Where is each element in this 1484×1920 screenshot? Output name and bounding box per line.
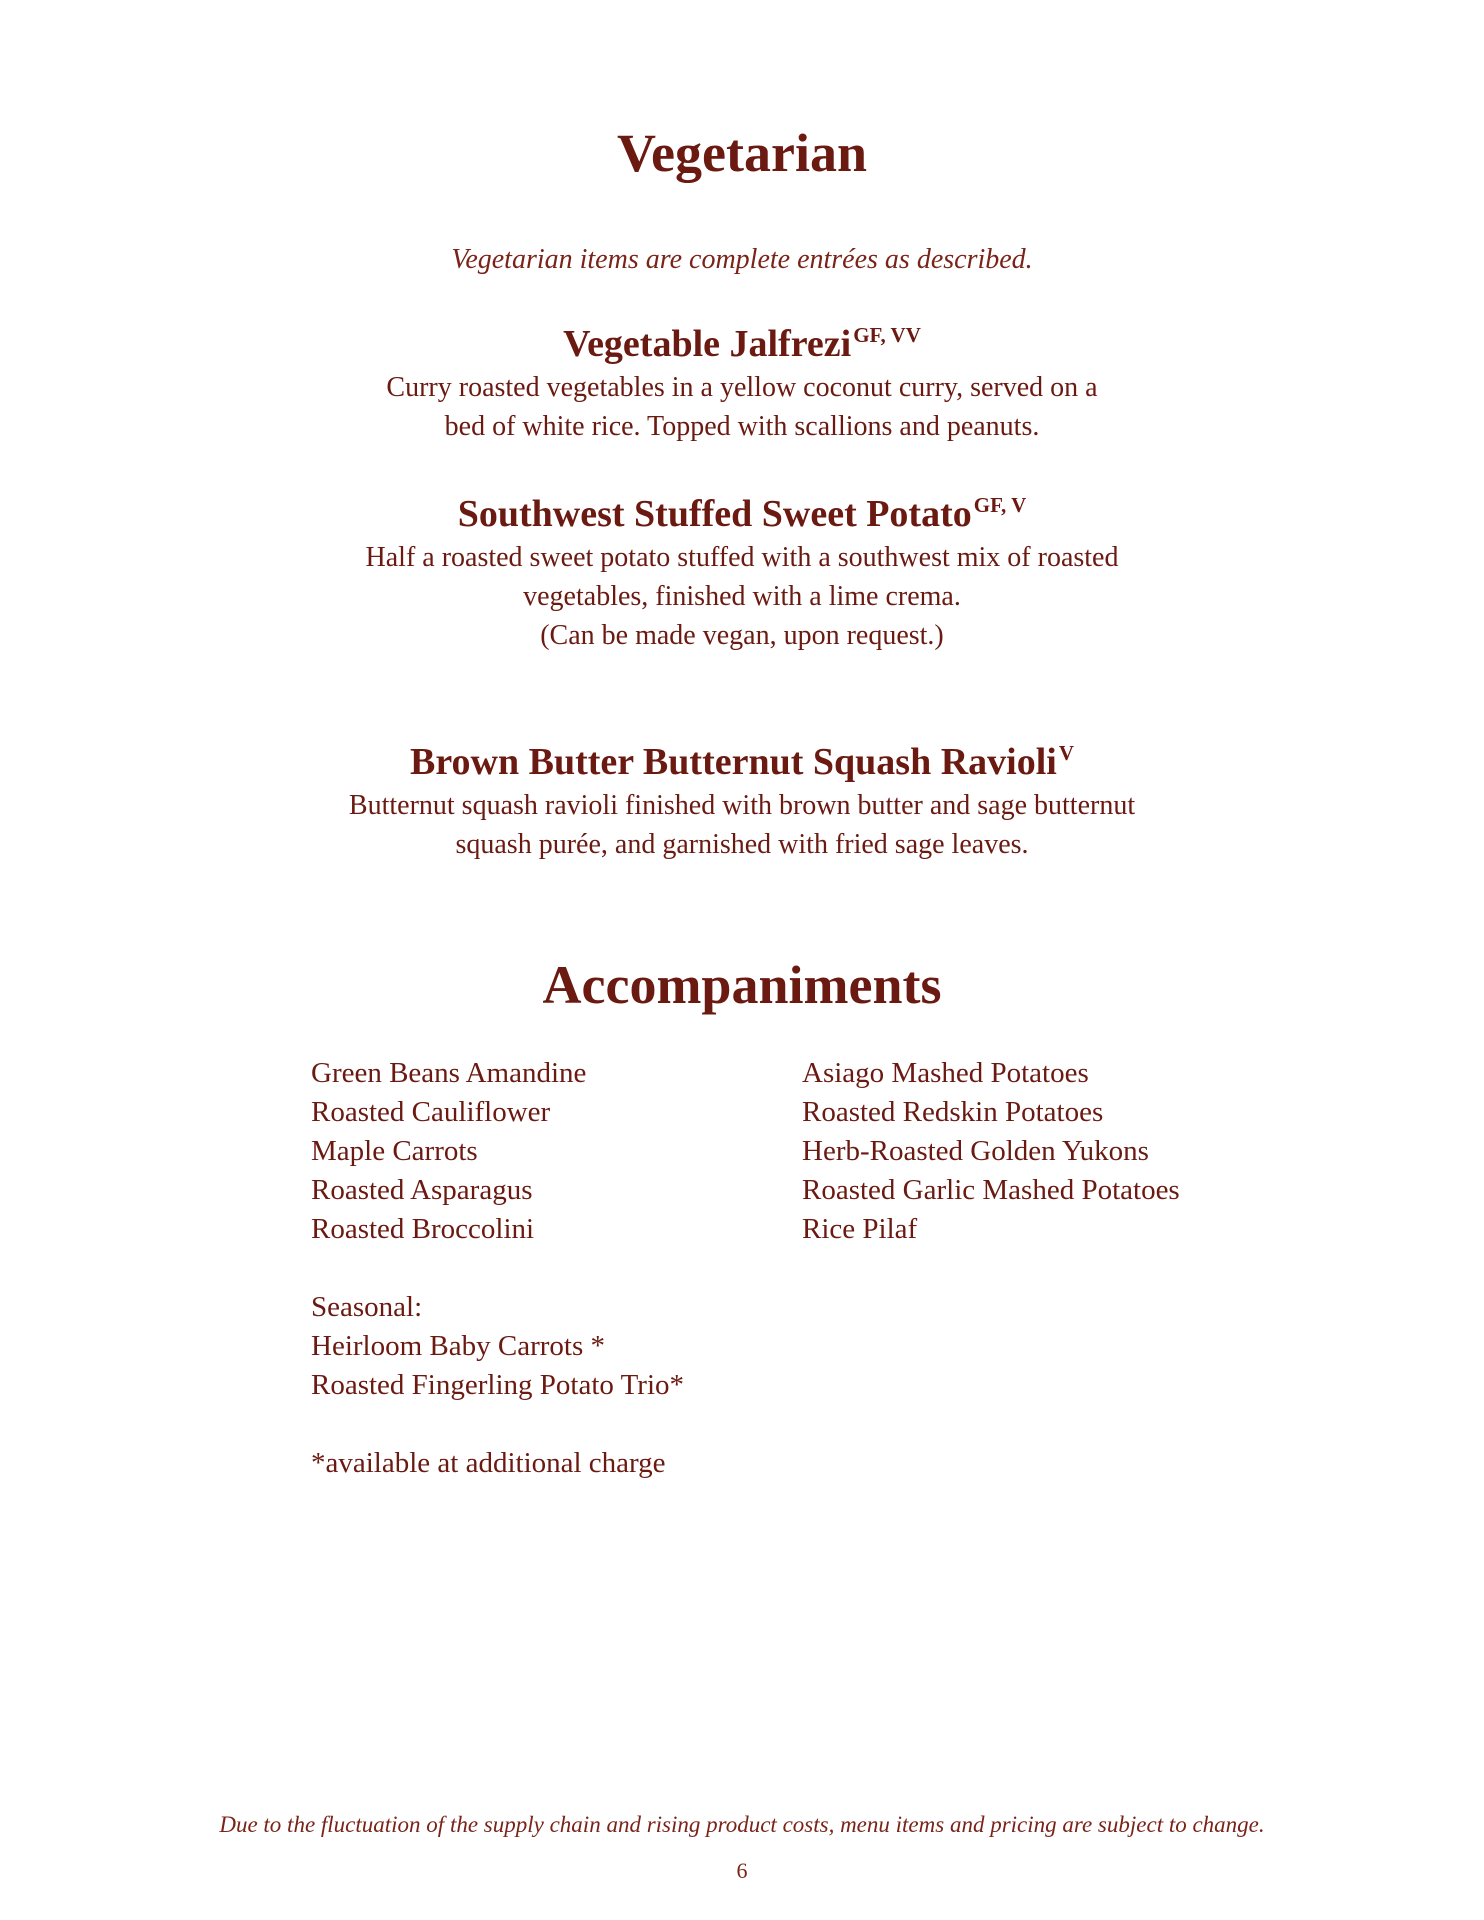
dish-southwest-stuffed-sweet-potato: [200, 490, 1284, 655]
dish-vegetable-jalfrezi: [200, 320, 1284, 446]
dish-name: Southwest Stuffed Sweet Potato$^{GF, V}$: [457, 493, 1027, 535]
dish-description: Curry roasted vegetables in a yellow coconut curry, served on a bed of white rice. Topped with scallions and peanuts.: [386, 372, 1098, 442]
accompaniments-right-list: [802, 1054, 1180, 1249]
list-item: Asiago Mashed Potatoes: [802, 1057, 1089, 1089]
dish-description: Butternut squash ravioli finished with brown butter and sage butternut squash purée, and garnished with fried sage leaves.: [348, 790, 1136, 860]
vegetarian-title: Vegetarian: [617, 123, 867, 183]
dish-description: Half a roasted sweet potato stuffed with a southwest mix of roasted vegetables, finished with a lime crema. (Can be made vegan, upon request.): [365, 542, 1119, 651]
accompaniments-left-list: [311, 1054, 586, 1249]
list-item: Roasted Fingerling Potato Trio*: [311, 1369, 685, 1401]
list-item: Roasted Garlic Mashed Potatoes: [802, 1174, 1180, 1206]
page-number: 6: [736, 1858, 748, 1883]
list-item: Heirloom Baby Carrots *: [311, 1330, 605, 1362]
accompaniments-title: Accompaniments: [542, 955, 942, 1015]
vegetarian-intro: Vegetarian items are complete entrées as described.: [451, 244, 1033, 275]
list-item: Roasted Asparagus: [311, 1174, 533, 1206]
additional-charge-note: *available at additional charge: [311, 1447, 666, 1479]
list-item: Green Beans Amandine: [311, 1057, 587, 1089]
dietary-tags: GF, VV: [853, 323, 921, 347]
dish-name: Brown Butter Butternut Squash Ravioli$^V$: [410, 741, 1074, 783]
dish-brown-butter-butternut-squash-ravioli: [200, 738, 1284, 864]
dish-name: Vegetable Jalfrezi$^{GF, VV}$: [563, 323, 921, 365]
list-item: Roasted Cauliflower: [311, 1096, 551, 1128]
seasonal-list: [311, 1288, 684, 1405]
list-item: Rice Pilaf: [802, 1213, 918, 1245]
dietary-tags: V: [1058, 741, 1074, 765]
list-item: Roasted Broccolini: [311, 1213, 535, 1245]
list-item: Maple Carrots: [311, 1135, 478, 1167]
list-item: Herb-Roasted Golden Yukons: [802, 1135, 1149, 1167]
footer-disclaimer: Due to the fluctuation of the supply chain and rising product costs, menu items and pricing are subject to change.: [219, 1812, 1265, 1837]
seasonal-label: Seasonal:: [311, 1291, 423, 1323]
list-item: Roasted Redskin Potatoes: [802, 1096, 1104, 1128]
dietary-tags: GF, V: [973, 493, 1027, 517]
